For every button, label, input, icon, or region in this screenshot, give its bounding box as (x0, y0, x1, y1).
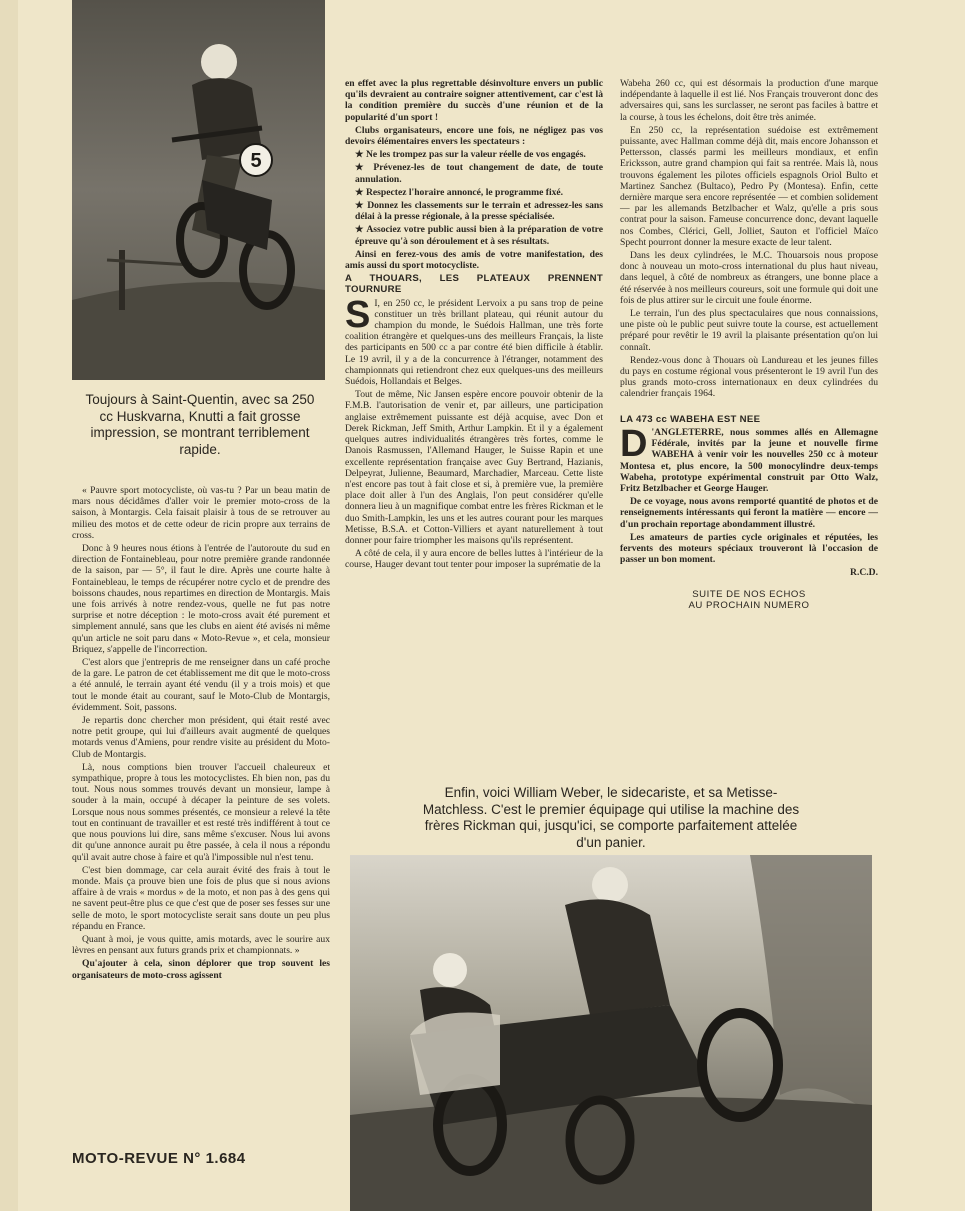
editorial-outro: Ainsi en ferez-vous des amis de votre manifestation, des amis aussi du sport motocycliste. (345, 248, 603, 272)
advice-item: ★ Respectez l'horaire annoncé, le programme fixé. (355, 186, 564, 198)
dropcap-d: D (620, 422, 648, 465)
wabeha-heading: LA 473 cc WABEHA EST NEE (620, 413, 761, 425)
photo-motocross-rider (72, 0, 325, 380)
photo-top-caption: Toujours à Saint-Quentin, avec sa 250 cc Huskvarna, Knutti a fait grosse impression, se montrant terriblement rapide. (85, 392, 315, 457)
editorial-clubs: Clubs organisateurs, encore une fois, ne négligez pas vos devoirs élémentaires envers les spectateurs : (345, 124, 603, 148)
letter-paragraph: Je repartis donc chercher mon président, qui était resté avec notre petit groupe, qui lui d'ailleurs avait augmenté de quelques motards venus d'Amiens, pour rendre visite au président du Moto-Club de Montargis. (72, 715, 330, 760)
page-edge (0, 0, 18, 1211)
left-column (72, 485, 330, 983)
wabeha-paragraph: De ce voyage, nous avons remporté quantité de photos et de renseignements intéressants qui feront la matière — encore — d'un prochain reportage abondamment illustré. (620, 496, 878, 530)
photo-bottom-caption: Enfin, voici William Weber, le sidecariste, et sa Metisse-Matchless. C'est le premier équipage qui utilise la machine des frères Rickman qui, jusqu'ici, se comporte parfaitement attelée d'un panier. (422, 785, 800, 850)
advice-item: ★ Associez votre public aussi bien à la préparation de votre épreuve qu'à son déroulement et à ses résultats. (355, 224, 603, 247)
letter-paragraph: Quant à moi, je vous quitte, amis motards, avec le sourire aux lèvres en pensant aux futurs grands prix et championnats. » (72, 933, 330, 957)
footer-issue: MOTO-REVUE N° 1.684 (72, 1150, 246, 1167)
advice-item: ★ Ne les trompez pas sur la valeur réelle de vos engagés. (355, 149, 586, 161)
advice-item: ★ Prévenez-les de tout changement de date, de toute annulation. (355, 162, 603, 185)
suite-line-2: AU PROCHAIN NUMERO (688, 599, 810, 611)
thouars-paragraph: A côté de cela, il y aura encore de belles luttes à l'intérieur de la course, Hauger devant tout tenter pour imposer la suprématie de la (345, 548, 603, 571)
letter-paragraph: C'est bien dommage, car cela aurait évité des frais à tout le monde. Mais ça prouve bien une fois de plus que si nous avions affaire à de vrais « mordus » de la moto, et non pas à des gens qui ne savent peut-être plus ce que c'est que de poser ses fesses sur une selle de moto, le sport motocycliste serait sans doute un peu plus répandu en France. (72, 864, 330, 932)
suite-line-1: SUITE DE NOS ECHOS (692, 588, 806, 600)
letter-paragraph: Là, nous comptions bien trouver l'accueil chaleureux et sympathique, propre à tous les motocyclistes. Eh bien non, pas du tout. Nous nous sommes trouvés devant un monsieur, lampe à souder à la main, occupé à décaper la peinture de ses volets. Lorsque nous nous sommes présentés, ce monsieur a relevé la tête tout en continuant de travailler et est resté très indifférent à tout ce que nous pouvions lui dire, sans même s'excuser. Nous lui avons dit qu'une annonce aurait pu être passée, à cela il nous a répondu qu'il avait autre chose à faire et qu'à l'impossible nul n'est tenu. (72, 761, 330, 863)
thouars-p1: I, en 250 cc, le président Lervoix a pu sans trop de peine constituer un très brillant plateau, qui réunit autour du champion du monde, le Suédois Hallman, une très forte coalition étrangère et quelques-uns des meilleurs Français, la liste des participants en 500 cc a par contre été bien difficile à établir. Le 19 avril, il y a de la concurrence à l'étranger, notamment des championnats qui retiendront chez eux quelques-uns des meilleurs Suédois, Hollandais et Belges. (345, 297, 603, 388)
dropcap-s: S (345, 293, 371, 336)
wabeha-paragraph: Les amateurs de parties cycle originales et réputées, les fervents des moteurs spéciaux trouveront là l'occasion de passer un bon moment. (620, 531, 878, 566)
editorial-intro: en effet avec la plus regrettable désinvolture envers un public qu'ils devraient au contraire soigner attentivement, car c'est là la condition première du succès d'une réunion et de la popularité d'un sport ! (345, 78, 603, 123)
thouars-paragraph: Tout de même, Nic Jansen espère encore pouvoir obtenir de la F.M.B. l'autorisation de venir et, par ailleurs, une participation anglaise extrêmement puissante est déjà acquise, avec Don et Derek Rickman, Jeff Smith, Arthur Lampkin. Et il y a également quelques autres individualités étrangères très fortes, comme le Danois Rasmussen, l'Allemand Hauger, le Suisse Rapin et une excellente représentation française avec Guy Bertrand, Hazianis, Delpeyrat, Julienne, Beaumard, Marchadier, Marceau. Cette liste n'est encore pas tout à fait close et si, à première vue, la première place doit aller à l'un des Anglais, l'on peut considérer qu'elle donnera lieu à un magnifique combat entre les frères Rickman et le duo Smith-Lampkin, les uns et les autres courant pour les marques Metisse, B.S.A. et Cotton-Villiers et ayant naturellement à tout donner pour faire triompher les maisons qu'ils représentent. (345, 389, 603, 546)
signature: R.C.D. (850, 567, 878, 579)
advice-item: ★ Donnez les classements sur le terrain et adressez-les sans délai à la presse régionale, à la presse spécialisée. (355, 200, 603, 223)
suite-note (620, 589, 878, 611)
editorial-closing: Qu'ajouter à cela, sinon déplorer que trop souvent les organisateurs de moto-cross agissent (72, 958, 330, 981)
middle-column (345, 78, 603, 573)
thouars-continued: Dans les deux cylindrées, le M.C. Thouarsois nous propose donc à nouveau un moto-cross international du plus haut niveau, dans lequel, à côté de nombreux as étrangers, une bonne place a été réservée à nos meilleurs coureurs, soit une formule qui doit une fois de plus attirer sur le circuit une foule énorme. (620, 250, 878, 306)
letter-paragraph: « Pauvre sport motocycliste, où vas-tu ? Par un beau matin de mars nous décidâmes d'aller voir le premier moto-cross de la saison, à Montargis. Cela faisait plaisir à tous de se retrouver au milieu des motos et de cette odeur de ricin propre aux terrains de cross. (72, 485, 330, 541)
photo-sidecar (350, 855, 872, 1211)
thouars-continued: Le terrain, l'un des plus spectaculaires que nous connaissions, une piste où le public peut suivre toute la course, est actuellement préparé pour revêtir le 19 avril la plaisante présentation qu'on lui connaît. (620, 308, 878, 353)
thouars-continued: Rendez-vous donc à Thouars où Landureau et les jeunes filles du pays en costume régional vous présenteront le 19 avril l'un des plus grands moto-cross internationaux en deux cylindrées du calendrier français 1964. (620, 354, 878, 400)
wabeha-p1: 'ANGLETERRE, nous sommes allés en Allemagne Fédérale, invités par la jeune et nouvelle firme WABEHA à venir voir les nouvelles 250 cc à moteur Montesa et, plus encore, la 500 monocylindre deux-temps Wabeha, prototype expérimental construit par Otto Walz, Fritz Betzlbacher et George Hauger. (620, 426, 878, 494)
letter-paragraph: Donc à 9 heures nous étions à l'entrée de l'autoroute du sud en direction de Fontainebleau, pour notre première grande randonnée de la saison, par — 5°, il faut le dire. Après une courte halte à Fontainebleau, le temps de récupérer notre cyclo et de prendre des boissons chaudes, nous repartimes en direction de Montargis. Mais une fois arrivés à notre rendez-vous, quelle ne fut pas notre surprise et notre déception : le moto-cross avait été purement et simplement annulé, sans que les clubs en aient été avisés ni même qu'un article ne soit paru dans « Moto-Revue », et cela, monsieur Briquez, s'appelle de l'incorrection. (72, 543, 330, 655)
wabeha-paragraph (620, 422, 878, 494)
letter-paragraph: C'est alors que j'entrepris de me renseigner dans un café proche de la gare. Le patron de cet établissement me dit que le moto-cross a été annulé, le terrain ayant été vendu (il y a trois mois) et que tout le monde était au courant, sauf le Moto-Club de Montargis, évidemment. Soit, passons. (72, 657, 330, 713)
thouars-continued: Wabeha 260 cc, qui est désormais la production d'une marque indépendante à laquelle il est lié. Nos Français trouveront donc des adversaires qui, sans les surclasser, ne seront pas faciles à battre et la course, à tous les échelons, doit être très animée. (620, 78, 878, 123)
right-column (620, 78, 878, 611)
thouars-paragraph (345, 293, 603, 388)
thouars-continued: En 250 cc, la représentation suédoise est extrêmement puissante, avec Hallman comme déjà dit, mais encore Johansson et Pettersson, classés parmi les meilleurs mondiaux, et enfin Ericksson, autre grand champion qui fait sa rentrée. Mais là, nous trouvons également les pilotes officiels espagnols Oriol Bulto et Martinez Sanchez (Bultaco), Pedro Py (Montesa). Enfin, cette dernière marque sera encore représentée — et combien solidement — par les allemands Betzlbacher et Walz, qu'elle a pris sous contrat pour la saison. Fameuse concurrence donc, devant laquelle nos Combes, Clérici, Gell, Jolliet, Sauton et l'officiel Maïco Specht pourront donner la mesure exacte de leur talent. (620, 124, 878, 248)
thouars-heading: A THOUARS, LES PLATEAUX PRENNENT TOURNURE (345, 273, 603, 296)
bib-number: 5 (250, 150, 262, 172)
